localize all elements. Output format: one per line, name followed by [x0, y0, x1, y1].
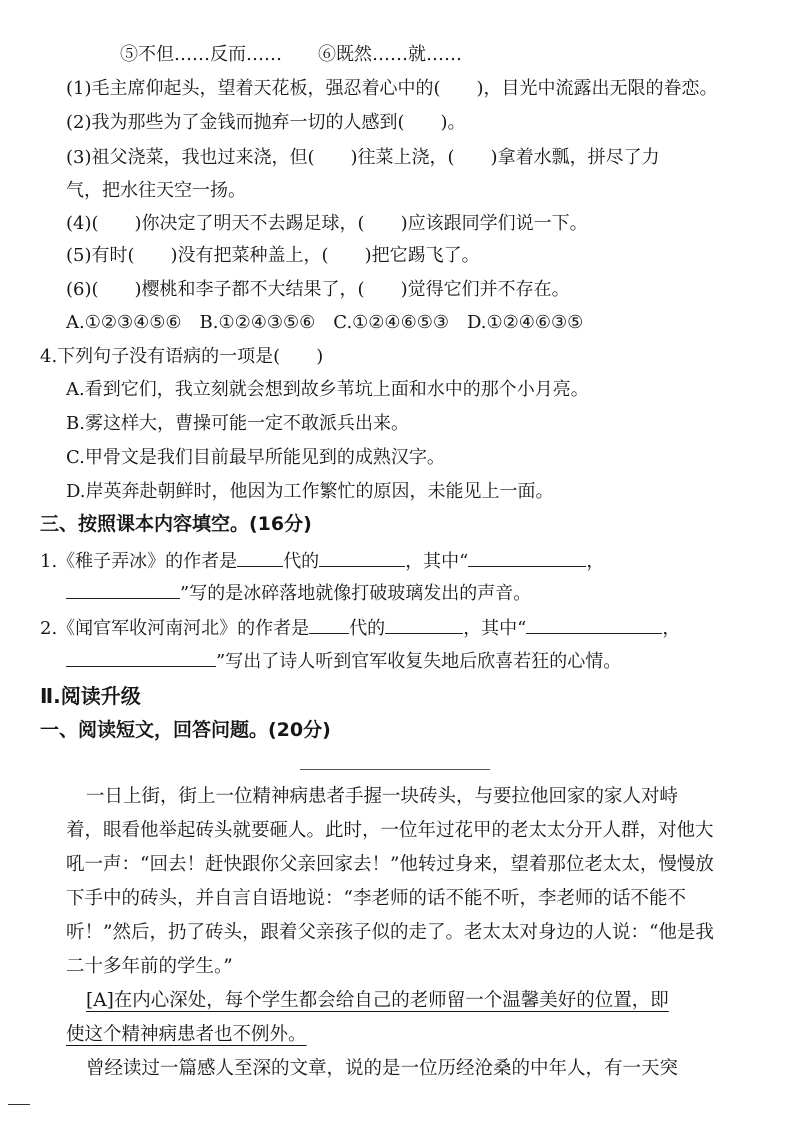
q3-sentence-3a: (3)祖父浇菜，我也过来浇，但( )往菜上浇，( )拿着水瓢，拼尽了力	[66, 147, 660, 168]
page-corner-mark	[8, 1104, 30, 1105]
q4-option-c: C.甲骨文是我们目前最早所能见到的成熟汉字。	[66, 447, 445, 468]
blank-dynasty-2[interactable]	[309, 615, 349, 634]
fill-q1-line2	[66, 580, 531, 606]
fill-q1-part-d: ，	[586, 551, 605, 572]
fill-q2-part-b: 代的	[349, 618, 386, 639]
q4-stem: 4.下列句子没有语病的一项是( )	[40, 346, 324, 367]
passage-p1-l1: 一日上街，街上一位精神病患者手握一块砖头，与要拉他回家的家人对峙	[86, 786, 679, 807]
fill-q2-part-a: 2.《闻官军收河南河北》的作者是	[40, 618, 310, 639]
q3-sentence-5: (5)有时( )没有把菜种盖上，( )把它踢飞了。	[66, 245, 480, 266]
q3-sentence-1: (1)毛主席仰起头，望着天花板，强忍着心中的( )，目光中流露出无限的眷恋。	[66, 78, 718, 99]
fill-q2-part-d: ，	[662, 618, 681, 639]
blank-dynasty-1[interactable]	[237, 548, 283, 567]
fill-q1-part-e: ”写的是冰碎落地就像打破玻璃发出的声音。	[180, 583, 532, 604]
passage-p2-l1	[86, 989, 669, 1013]
q4-option-d: D.岸英奔赴朝鲜时，他因为工作繁忙的原因，未能见上一面。	[66, 481, 554, 502]
fill-q2-part-e: ”写出了诗人听到官军收复失地后欣喜若狂的心情。	[216, 651, 622, 672]
fill-q1-part-c: ，其中“	[405, 551, 469, 572]
blank-poem-line-1a[interactable]	[468, 548, 586, 567]
q3-answer-choices: A.①②③④⑤⑥ B.①②④③⑤⑥ C.①②④⑥⑤③ D.①②④⑥③⑤	[66, 312, 584, 333]
reading-question-title: 一、阅读短文，回答问题。(20分)	[40, 719, 331, 741]
blank-author-1[interactable]	[319, 548, 405, 567]
passage-p3-l1: 曾经读过一篇感人至深的文章，说的是一位历经沧桑的中年人，有一天突	[86, 1058, 679, 1079]
section-3-title: 三、按照课本内容填空。(16分)	[40, 513, 312, 535]
fill-q1-part-b: 代的	[283, 551, 320, 572]
passage-p1-l4: 下手中的砖头，并自言自语地说：“李老师的话不能不听，李老师的话不能不	[66, 888, 686, 909]
q4-option-b: B.雾这样大，曹操可能一定不敢派兵出来。	[66, 413, 409, 434]
blank-poem-line-1b[interactable]	[66, 580, 180, 599]
fill-q1-part-a: 1.《稚子弄冰》的作者是	[40, 551, 238, 572]
underlined-sentence-a-cont: 使这个精神病患者也不例外。	[66, 1024, 307, 1045]
passage-p1-l2: 着，眼看他举起砖头就要砸人。此时，一位年过花甲的老太太分开人群，对他大	[66, 820, 714, 841]
fill-q2-line2	[66, 648, 621, 674]
underlined-sentence-a: [A]在内心深处，每个学生都会给自己的老师留一个温馨美好的位置，即	[86, 990, 669, 1011]
blank-poem-line-2a[interactable]	[526, 615, 662, 634]
fill-q1-line1	[40, 548, 604, 574]
blank-author-2[interactable]	[385, 615, 463, 634]
q3-sentence-2: (2)我为那些为了金钱而抛弃一切的人感到( )。	[66, 112, 466, 133]
q3-option-row: ⑤不但……反而…… ⑥既然……就……	[120, 44, 462, 65]
blank-poem-line-2b[interactable]	[66, 648, 216, 667]
fill-q2-part-c: ，其中“	[463, 618, 527, 639]
passage-title-line	[300, 769, 490, 770]
part-2-title: Ⅱ.阅读升级	[40, 684, 141, 708]
passage-p1-l5: 听！”然后，扔了砖头，跟着父亲孩子似的走了。老太太对身边的人说：“他是我	[66, 922, 714, 943]
q4-option-a: A.看到它们，我立刻就会想到故乡苇坑上面和水中的那个小月亮。	[66, 379, 589, 400]
passage-p2-l2	[66, 1023, 307, 1047]
q3-sentence-6: (6)( )樱桃和李子都不大结果了，( )觉得它们并不存在。	[66, 279, 570, 300]
passage-p1-l6: 二十多年前的学生。”	[66, 956, 233, 977]
q3-sentence-4: (4)( )你决定了明天不去踢足球，( )应该跟同学们说一下。	[66, 213, 588, 234]
passage-p1-l3: 吼一声：“回去！赶快跟你父亲回家去！”他转过身来，望着那位老太太，慢慢放	[66, 854, 714, 875]
fill-q2-line1	[40, 615, 680, 641]
q3-sentence-3b: 气，把水往天空一扬。	[66, 180, 246, 201]
